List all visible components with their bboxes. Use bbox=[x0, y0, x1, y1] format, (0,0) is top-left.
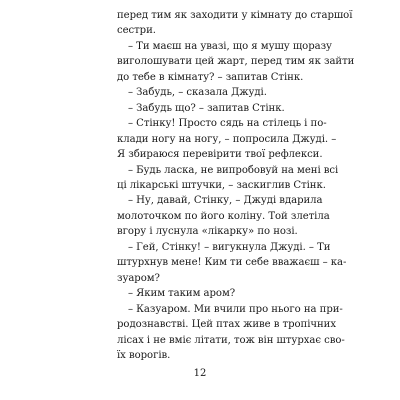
text-line: – Забудь що? – запитав Стінк. bbox=[128, 102, 285, 114]
text-line: ці лікарські штучки, – заскиглив Стінк. bbox=[117, 179, 326, 191]
text-line: – Яким таким аром? bbox=[128, 288, 236, 300]
text-line: зуаром? bbox=[117, 272, 160, 284]
text-line: – Гей, Стінку! – вигукнула Джуді. – Ти bbox=[128, 241, 331, 253]
text-line: вгору і луснула «лікарку» по нозі. bbox=[117, 226, 298, 238]
body-text bbox=[117, 8, 355, 363]
text-line: – Будь ласка, не випробовуй на мені всі bbox=[128, 164, 339, 176]
text-line: до тебе в кімнату? – запитав Стінк. bbox=[117, 71, 304, 83]
text-line: їх ворогів. bbox=[117, 349, 171, 361]
text-line: – Ну, давай, Стінку, – Джуді вдарила bbox=[128, 195, 323, 207]
text-line: молоточком по його коліну. Той злетіла bbox=[117, 210, 330, 222]
text-line: – Забудь, – сказала Джуді. bbox=[128, 87, 267, 99]
text-line: – Казуаром. Ми вчили про нього на при- bbox=[128, 303, 343, 315]
text-line: Я збираюся перевірити твої рефлекси. bbox=[117, 149, 323, 161]
page-number: 12 bbox=[193, 368, 207, 379]
text-line: штурхнув мене! Ким ти себе вважаєш – ка- bbox=[117, 257, 347, 269]
text-line: виголошувати цей жарт, перед тим як зайти bbox=[117, 56, 355, 68]
text-line: сестри. bbox=[117, 25, 156, 37]
text-line: перед тим як заходити у кімнату до старшої bbox=[117, 10, 353, 21]
text-line: родознавстві. Цей птах живе в тропічних bbox=[117, 319, 336, 331]
text-line: лісах і не вміє літати, тож він штурхає сво- bbox=[117, 334, 345, 346]
text-line: – Ти маєш на увазі, що я мушу щоразу bbox=[128, 40, 332, 52]
text-line: – Стінку! Просто сядь на стілець і по- bbox=[128, 118, 327, 130]
text-line: клади ногу на ногу, – попросила Джуді. – bbox=[117, 133, 337, 145]
